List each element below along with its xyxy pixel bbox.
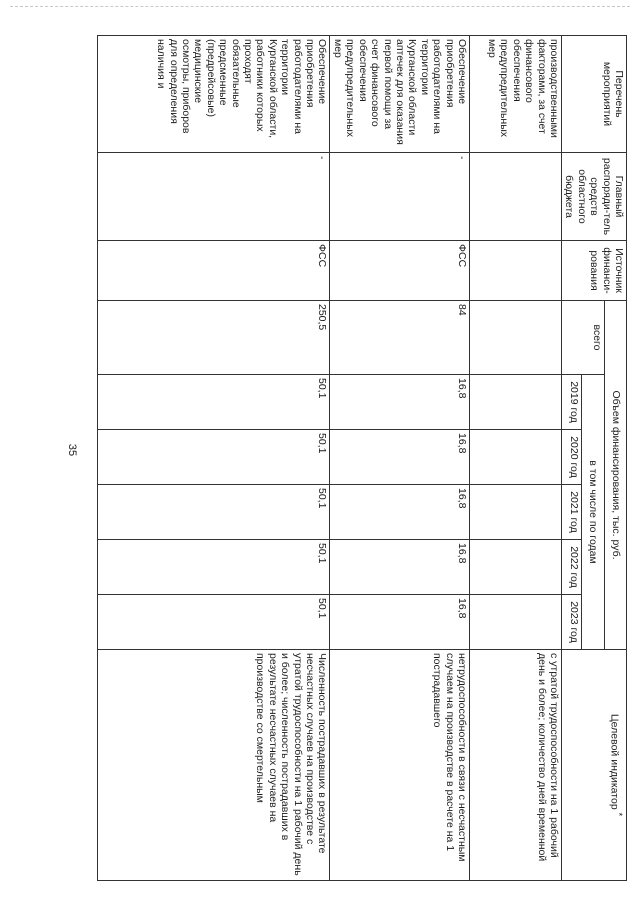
header-indicator-mark: * <box>614 812 624 817</box>
row-year-value <box>469 595 561 650</box>
row-year-value: 50,1 <box>98 375 331 430</box>
row-indicator: нетрудоспособности в связи с несчастным случаем на производстве в расчете на 1 пострадавшего <box>330 650 469 881</box>
header-manager: Главный распоряди-тель средств областного бюджета <box>561 153 626 241</box>
header-year-2020: 2020 год <box>561 430 581 485</box>
row-year-value <box>469 430 561 485</box>
table-row <box>330 36 469 881</box>
row-source <box>469 241 561 301</box>
row-year-value <box>469 485 561 540</box>
row-year-value: 50,1 <box>98 540 331 595</box>
row-year-value: 16,8 <box>330 540 469 595</box>
row-year-value: 16,8 <box>330 375 469 430</box>
row-year-value: 16,8 <box>330 485 469 540</box>
row-year-value: 50,1 <box>98 430 331 485</box>
row-total: 84 <box>330 301 469 375</box>
row-source: ФСС <box>330 241 469 301</box>
scan-edge-line <box>10 6 630 8</box>
program-measures-table <box>97 35 627 881</box>
row-year-value <box>469 375 561 430</box>
page-number: 35 <box>66 443 78 457</box>
row-manager: - <box>330 153 469 241</box>
row-indicator: с утратой трудоспособности на 1 рабочий день и более; количество дней временной <box>469 650 561 881</box>
row-year-value: 16,8 <box>330 595 469 650</box>
header-total: всего <box>561 301 604 375</box>
row-measure: производственными факторами, за счет финансового обеспечения предупредительных мер <box>469 36 561 153</box>
header-year-2023: 2023 год <box>561 595 581 650</box>
row-indicator: Численность пострадавших в результате несчастных случаев на производстве с утратой трудоспособности на 1 рабочий день и более; численность пострадавших в результате несчастных случаев на производстве со смертельным <box>98 650 331 881</box>
row-total <box>469 301 561 375</box>
header-indicator <box>561 650 626 881</box>
row-total: 250,5 <box>98 301 331 375</box>
header-source: Источник финанси-рования <box>561 241 626 301</box>
row-source: ФСС <box>98 241 331 301</box>
row-measure: Обеспечение приобретения работодателями на территории Курганской области, работники которых проходят обязательные предсменные (предрейсовые) медицинские осмотры, приборов для определения наличия и <box>98 36 331 153</box>
table-container <box>97 35 627 880</box>
header-year-2021: 2021 год <box>561 485 581 540</box>
rotated-page <box>97 35 627 880</box>
header-year-2022: 2022 год <box>561 540 581 595</box>
row-year-value: 50,1 <box>98 485 331 540</box>
header-funding: Объем финансирования, тыс. руб. <box>605 301 627 650</box>
header-year-2019: 2019 год <box>561 375 581 430</box>
row-manager <box>469 153 561 241</box>
table-row <box>98 36 331 881</box>
row-year-value <box>469 540 561 595</box>
header-by-years: в том числе по годам <box>581 375 604 650</box>
row-year-value: 50,1 <box>98 595 331 650</box>
row-year-value: 16,8 <box>330 430 469 485</box>
table-row <box>469 36 561 881</box>
header-measures: Перечень мероприятий <box>561 36 626 153</box>
row-measure: Обеспечение приобретения работодателями на территории Курганской области аптечек для оказания первой помощи за счет финансового обеспечения предупредительных мер <box>330 36 469 153</box>
row-manager: - <box>98 153 331 241</box>
header-indicator-label: Целевой индикатор <box>608 713 621 810</box>
